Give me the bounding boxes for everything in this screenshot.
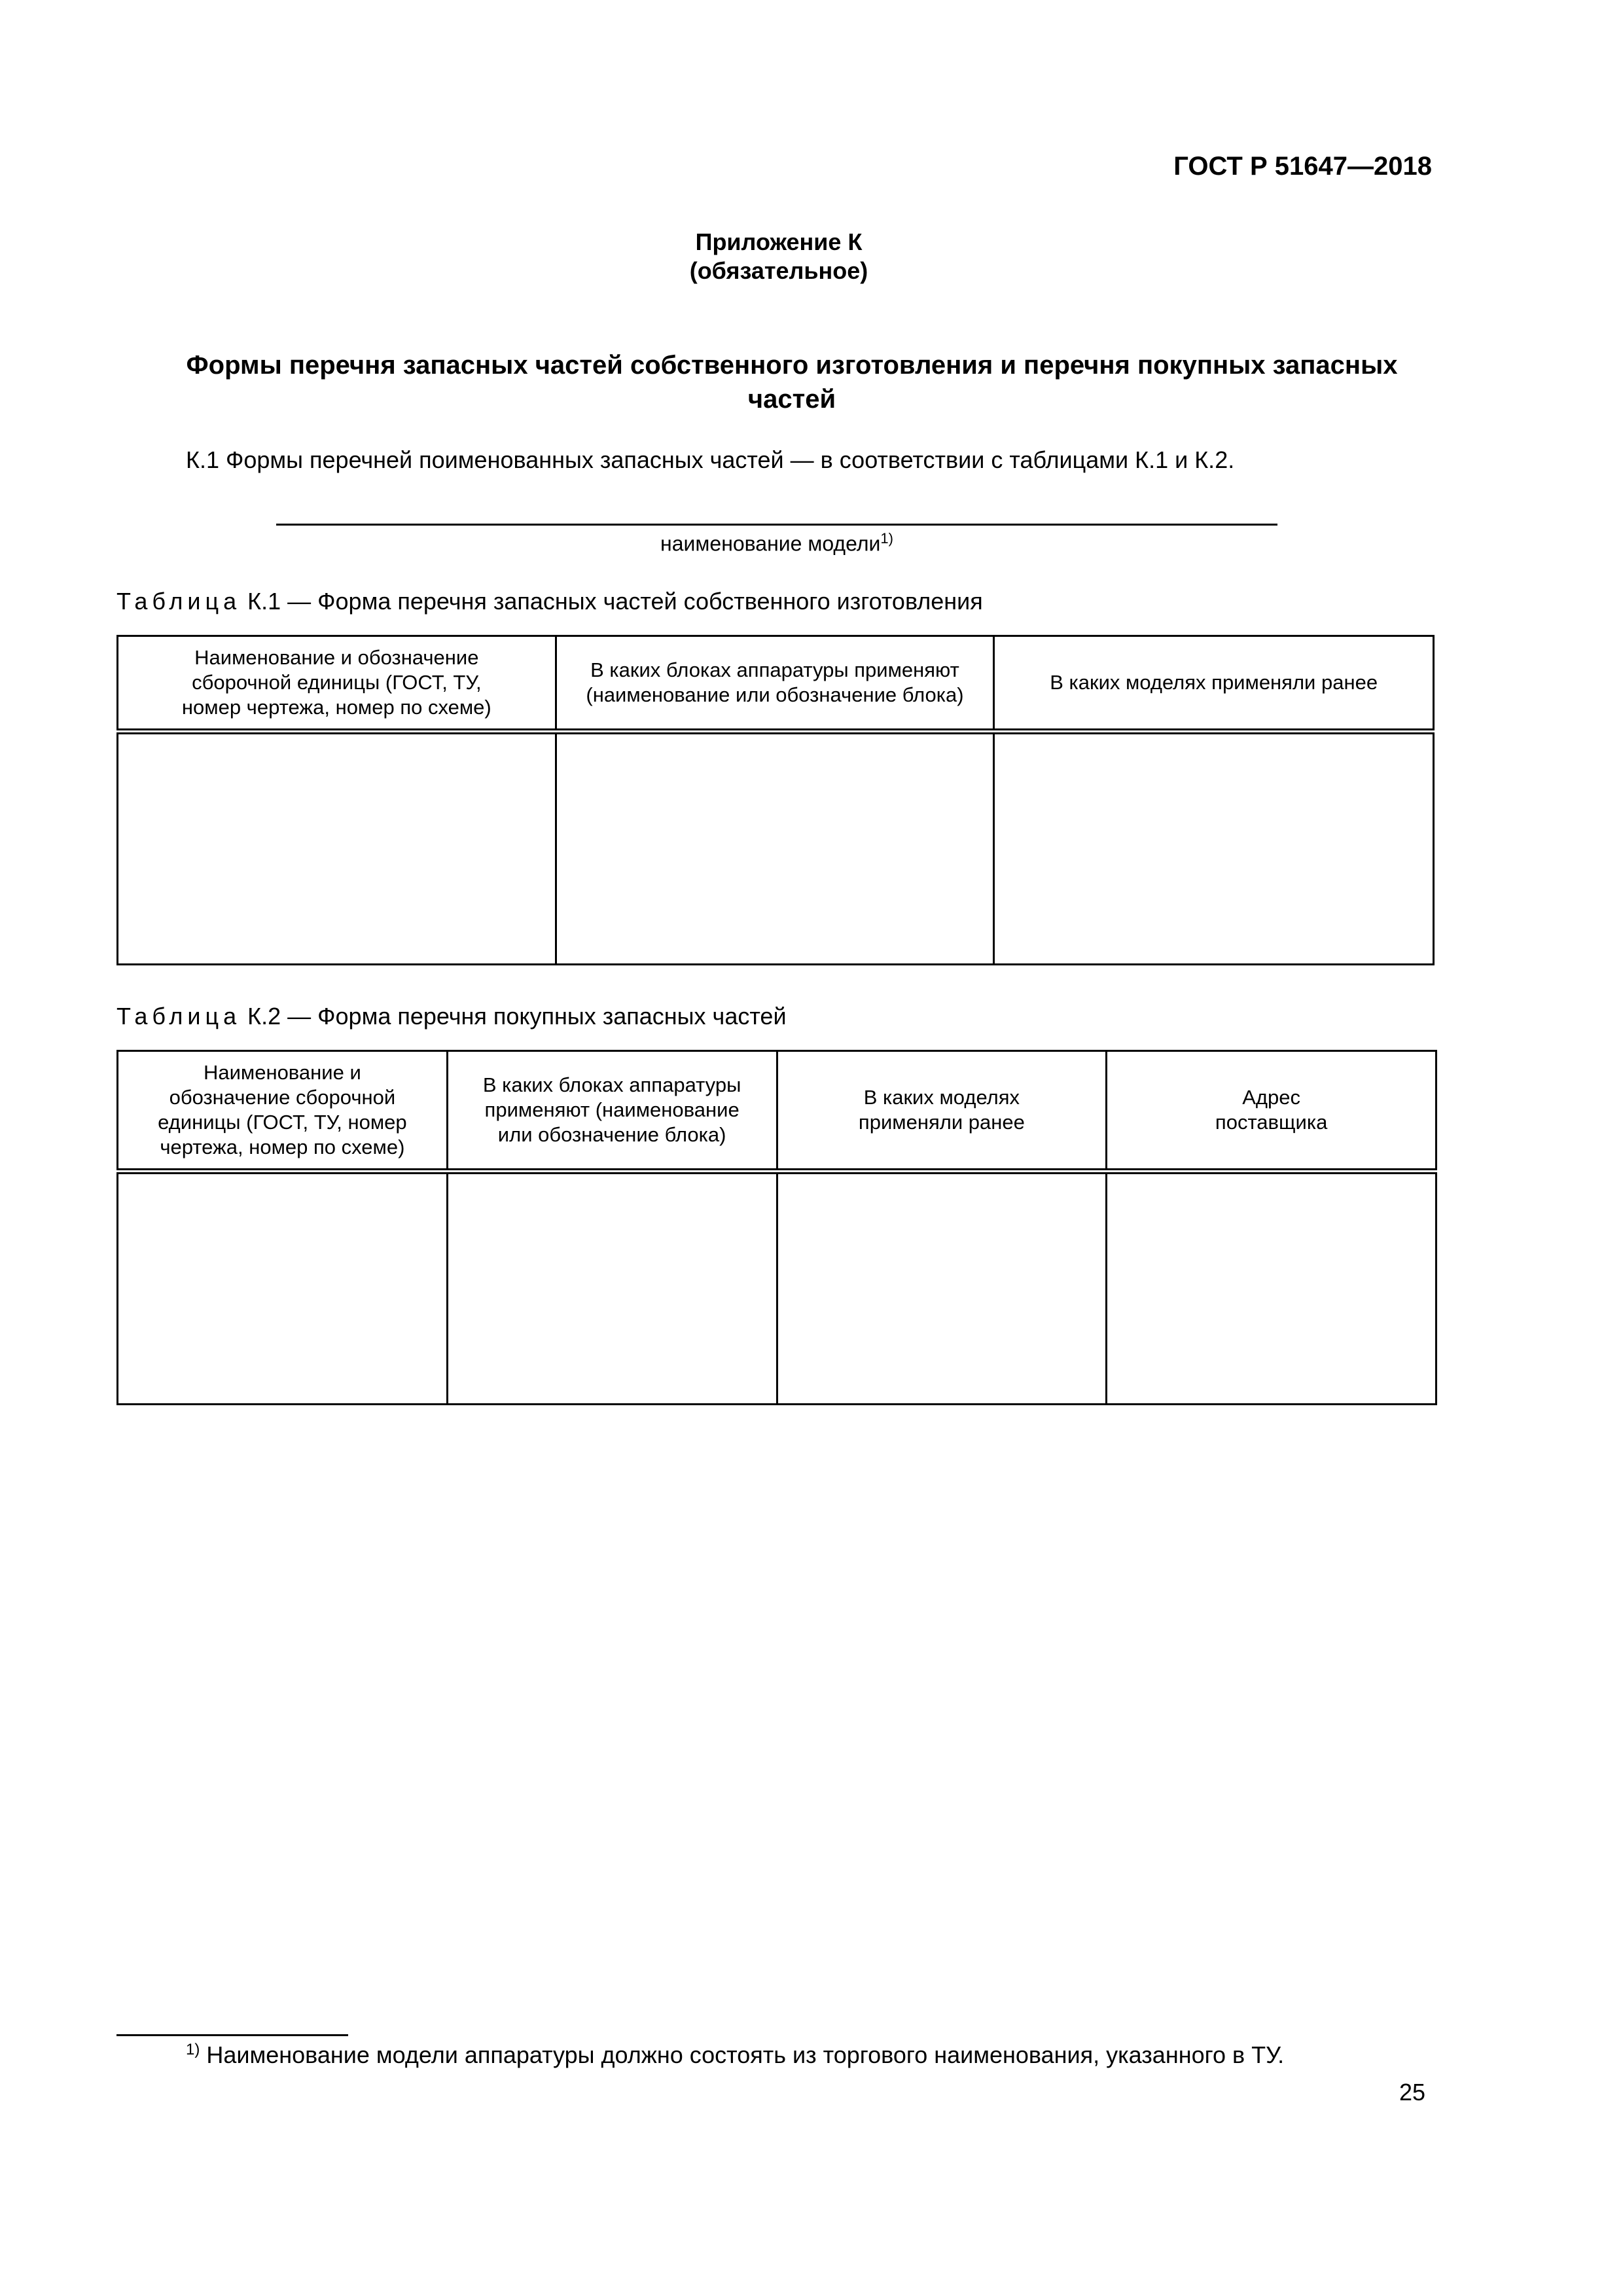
section-title [137, 348, 1446, 416]
table1-header-assembly-unit: Наименование и обозначение сборочной единицы (ГОСТ, ТУ, номер чертежа, номер по схеме) [118, 636, 556, 732]
model-name-fill-line [276, 524, 1277, 526]
table1-cell[interactable] [994, 732, 1434, 965]
table2-cell[interactable] [777, 1172, 1107, 1405]
annex-heading [0, 228, 1558, 285]
table2-header-models: В каких моделях применяли ранее [777, 1051, 1107, 1172]
table1-cell[interactable] [556, 732, 994, 965]
annex-status: (обязательное) [689, 257, 868, 284]
table2-caption-text: К.2 — Форма перечня покупных запасных частей [241, 1003, 787, 1030]
table2-header-blocks: В каких блоках аппаратуры применяют (наименование или обозначение блока) [447, 1051, 777, 1172]
model-footnote-ref: 1) [880, 530, 893, 547]
annex-title: Приложение К [695, 228, 863, 255]
footnote-mark: 1) [186, 2041, 200, 2058]
section-title-line-2: частей [747, 385, 836, 414]
table2-caption-prefix: Таблица [116, 1003, 241, 1030]
table2-cell[interactable] [1107, 1172, 1436, 1405]
page-number: 25 [1399, 2079, 1425, 2106]
footnote [186, 2041, 1284, 2069]
table1-caption-prefix: Таблица [116, 588, 241, 615]
model-caption-text: наименование модели [660, 531, 881, 556]
table1-caption-text: К.1 — Форма перечня запасных частей собственного изготовления [241, 588, 983, 615]
table2-cell[interactable] [447, 1172, 777, 1405]
table2-header-row [118, 1051, 1436, 1172]
table1-cell[interactable] [118, 732, 556, 965]
table-k1 [116, 635, 1435, 965]
intro-paragraph: К.1 Формы перечней поименованных запасных частей — в соответствии с таблицами К.1 и К.2. [186, 446, 1235, 473]
table1-header-blocks: В каких блоках аппаратуры применяют (наименование или обозначение блока) [556, 636, 994, 732]
model-name-caption [276, 530, 1277, 556]
document-number: ГОСТ Р 51647—2018 [1173, 152, 1432, 181]
table2-header-assembly-unit: Наименование и обозначение сборочной единицы (ГОСТ, ТУ, номер чертежа, номер по схеме) [118, 1051, 448, 1172]
table-k2 [116, 1050, 1437, 1405]
table2-empty-row [118, 1172, 1436, 1405]
footnote-separator [116, 2034, 348, 2036]
footnote-text: Наименование модели аппаратуры должно состоять из торгового наименования, указанного в ТУ. [206, 2041, 1285, 2068]
table1-caption [116, 588, 983, 615]
table1-header-models: В каких моделях применяли ранее [994, 636, 1434, 732]
table2-caption [116, 1003, 787, 1030]
section-title-line-1: Формы перечня запасных частей собственного изготовления и перечня покупных запасных [186, 351, 1398, 380]
table2-header-supplier-address: Адрес поставщика [1107, 1051, 1436, 1172]
table1-header-row [118, 636, 1434, 732]
table2-cell[interactable] [118, 1172, 448, 1405]
table1-empty-row [118, 732, 1434, 965]
